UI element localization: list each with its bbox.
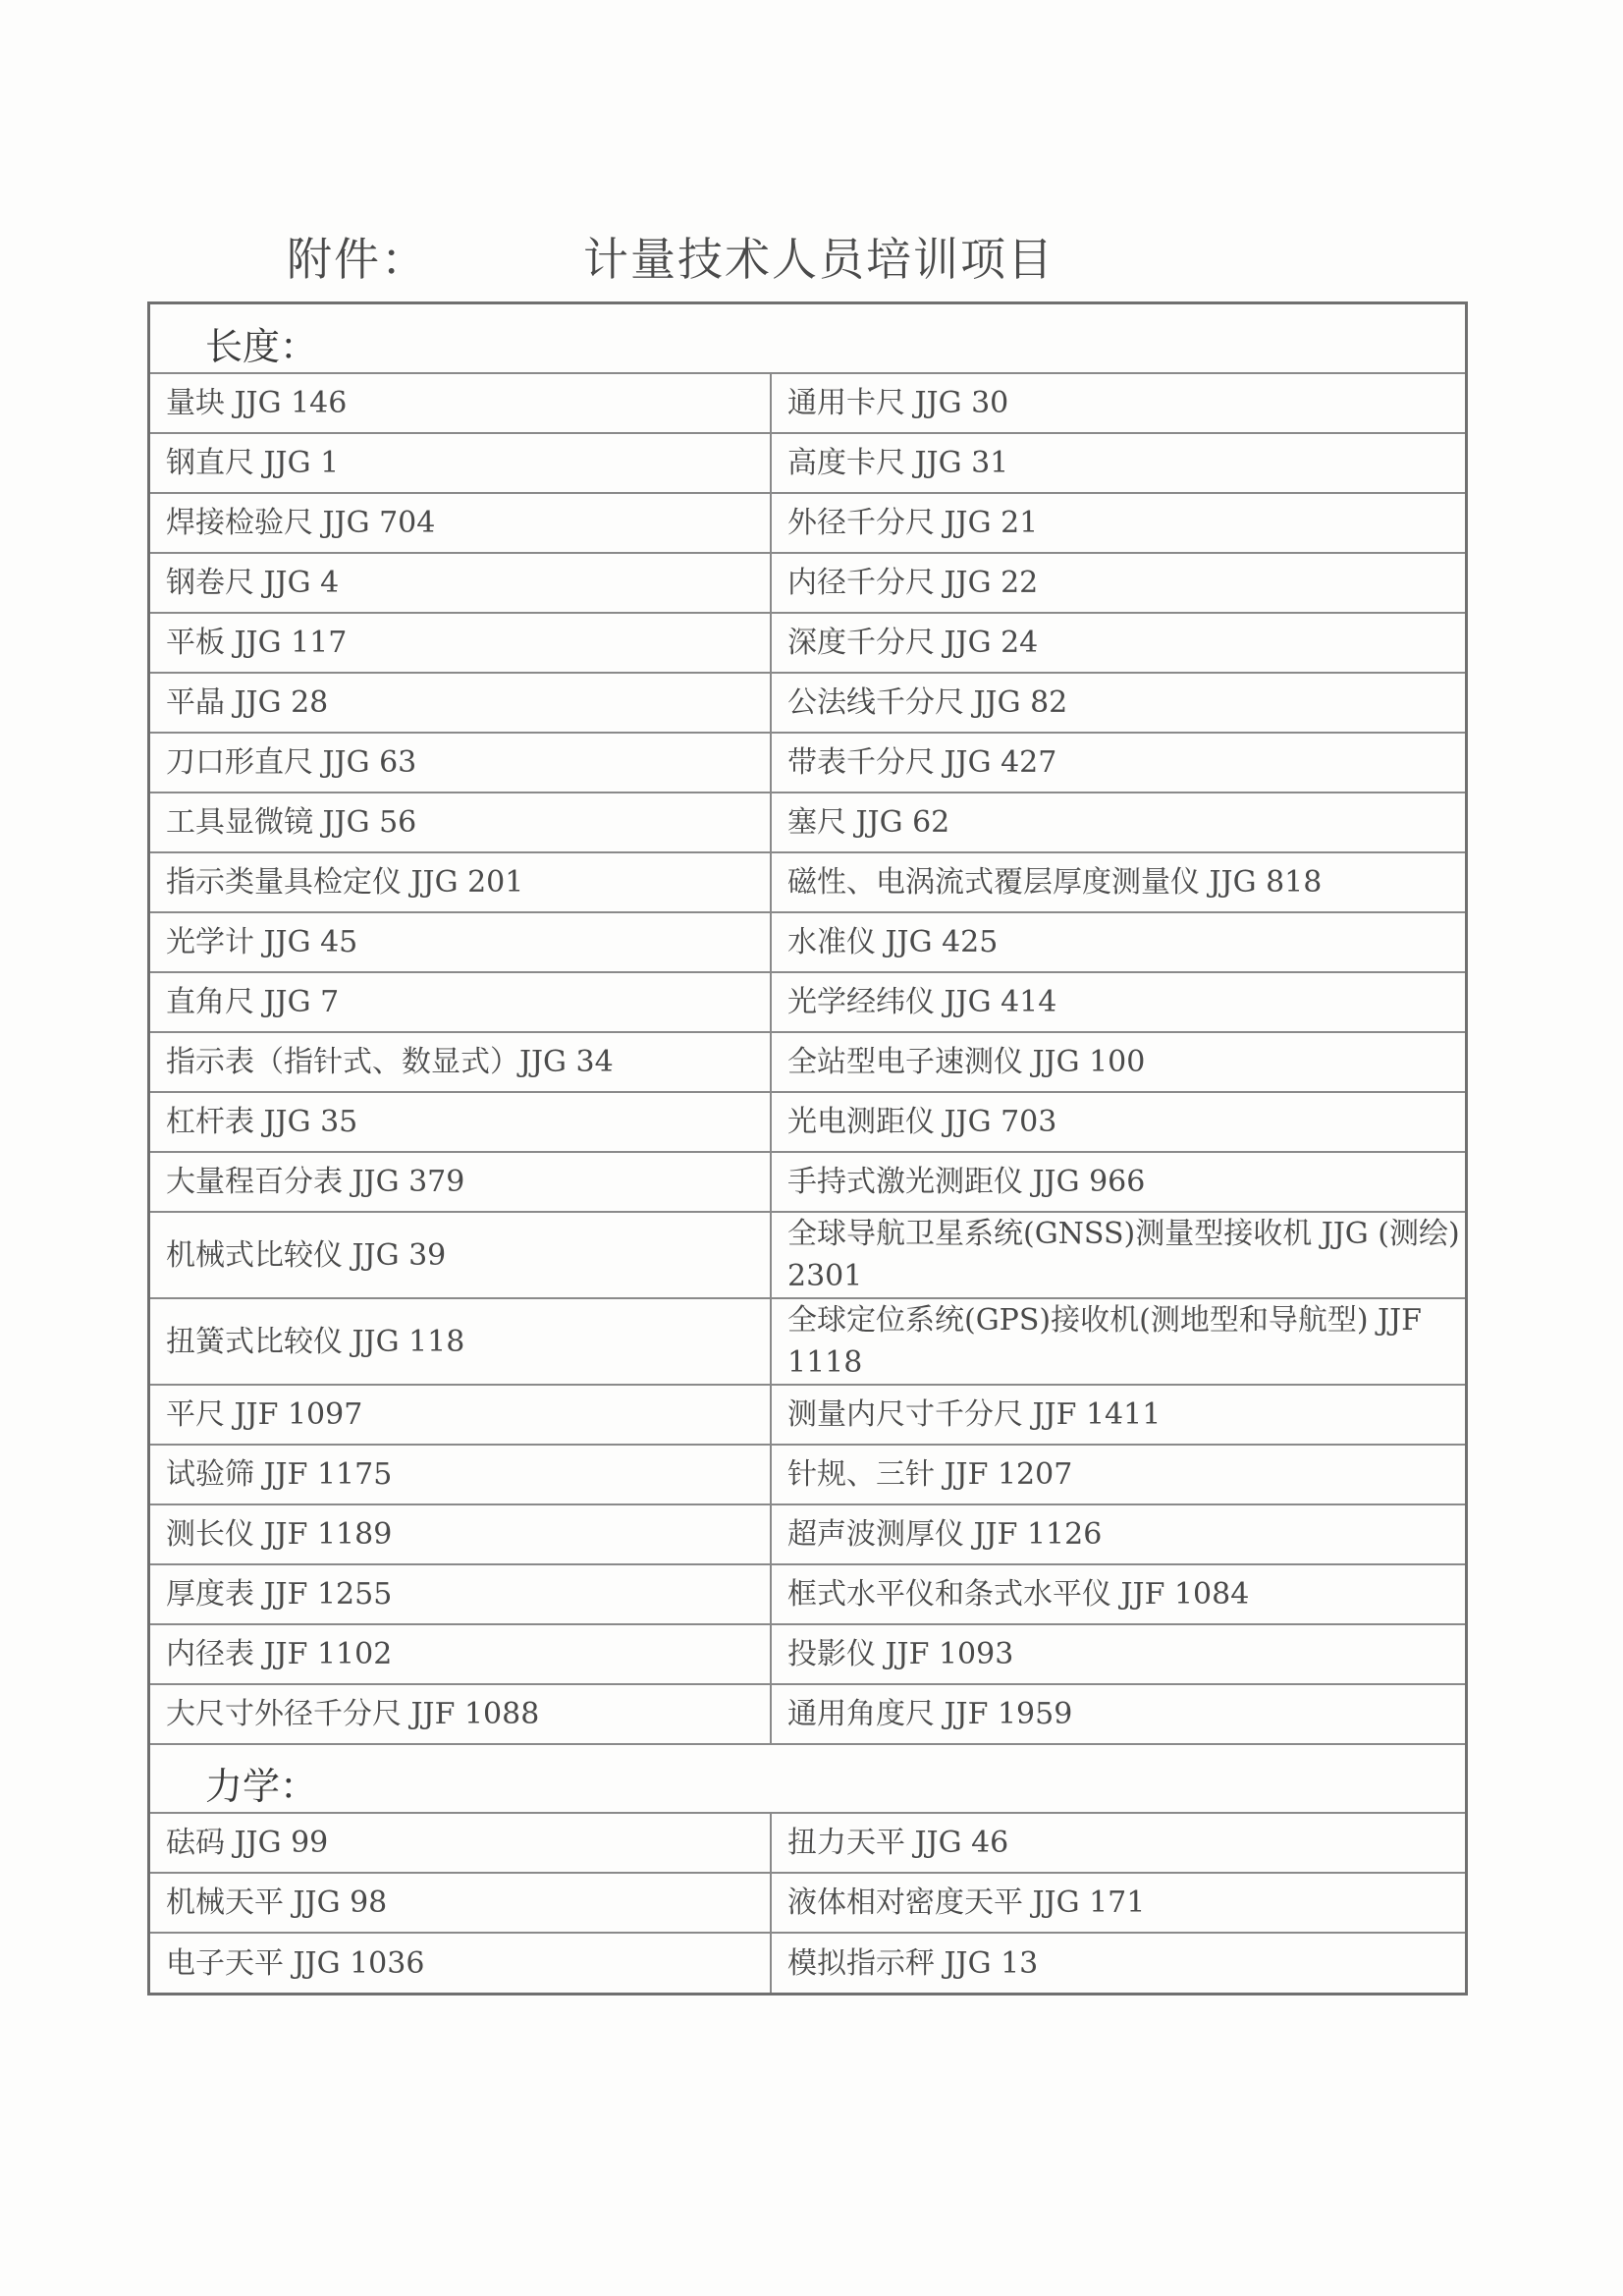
section-header-length	[150, 304, 1465, 373]
item-cell-left: 电子天平 JJG 1036	[150, 1933, 771, 1993]
item-cell-left: 砝码 JJG 99	[150, 1813, 771, 1873]
table-row	[150, 1152, 1465, 1212]
table-row	[150, 1385, 1465, 1445]
item-cell-right: 高度卡尺 JJG 31	[771, 433, 1465, 493]
item-cell-left: 杠杆表 JJG 35	[150, 1092, 771, 1152]
item-cell-right: 全站型电子速测仪 JJG 100	[771, 1032, 1465, 1092]
table-row	[150, 1032, 1465, 1092]
item-cell-left: 焊接检验尺 JJG 704	[150, 493, 771, 553]
item-cell-right: 超声波测厚仪 JJF 1126	[771, 1504, 1465, 1564]
table-row	[150, 1564, 1465, 1624]
item-cell-right: 光学经纬仪 JJG 414	[771, 972, 1465, 1032]
item-cell-right: 带表千分尺 JJG 427	[771, 733, 1465, 793]
item-cell-left: 刀口形直尺 JJG 63	[150, 733, 771, 793]
item-cell-left: 大量程百分表 JJG 379	[150, 1152, 771, 1212]
item-cell-right: 光电测距仪 JJG 703	[771, 1092, 1465, 1152]
table-row	[150, 493, 1465, 553]
section-heading-length: 长度：	[150, 304, 1465, 373]
table-row	[150, 733, 1465, 793]
item-cell-left: 指示类量具检定仪 JJG 201	[150, 852, 771, 912]
table-row	[150, 793, 1465, 852]
title-line	[0, 224, 1623, 302]
table-row	[150, 1684, 1465, 1744]
item-cell-right: 通用卡尺 JJG 30	[771, 373, 1465, 433]
item-cell-right: 全球导航卫星系统(GNSS)测量型接收机 JJG (测绘) 2301	[771, 1212, 1465, 1298]
item-cell-right: 液体相对密度天平 JJG 171	[771, 1873, 1465, 1933]
item-cell-right: 针规、三针 JJF 1207	[771, 1445, 1465, 1504]
item-cell-left: 工具显微镜 JJG 56	[150, 793, 771, 852]
item-cell-right: 外径千分尺 JJG 21	[771, 493, 1465, 553]
section-header-mechanics	[150, 1744, 1465, 1813]
item-cell-right: 手持式激光测距仪 JJG 966	[771, 1152, 1465, 1212]
item-cell-left: 量块 JJG 146	[150, 373, 771, 433]
table-row	[150, 1504, 1465, 1564]
table-row	[150, 852, 1465, 912]
table-row	[150, 972, 1465, 1032]
item-cell-left: 机械天平 JJG 98	[150, 1873, 771, 1933]
training-items-table	[147, 301, 1468, 1995]
item-cell-right: 公法线千分尺 JJG 82	[771, 673, 1465, 733]
table-row	[150, 1445, 1465, 1504]
item-cell-left: 内径表 JJF 1102	[150, 1624, 771, 1684]
item-cell-right: 深度千分尺 JJG 24	[771, 613, 1465, 673]
item-cell-right: 水准仪 JJG 425	[771, 912, 1465, 972]
table-row	[150, 1873, 1465, 1933]
item-cell-left: 测长仪 JJF 1189	[150, 1504, 771, 1564]
table-row	[150, 1298, 1465, 1385]
section-heading-mechanics: 力学：	[150, 1744, 1465, 1813]
document-title: 计量技术人员培训项目	[583, 233, 1055, 286]
item-cell-left: 大尺寸外径千分尺 JJF 1088	[150, 1684, 771, 1744]
item-cell-right: 投影仪 JJF 1093	[771, 1624, 1465, 1684]
table-row	[150, 1813, 1465, 1873]
item-cell-right: 磁性、电涡流式覆层厚度测量仪 JJG 818	[771, 852, 1465, 912]
attachment-label: 附件：	[287, 233, 428, 286]
item-cell-right: 通用角度尺 JJF 1959	[771, 1684, 1465, 1744]
item-cell-left: 钢卷尺 JJG 4	[150, 553, 771, 613]
item-cell-left: 厚度表 JJF 1255	[150, 1564, 771, 1624]
table-row	[150, 1092, 1465, 1152]
item-cell-right: 框式水平仪和条式水平仪 JJF 1084	[771, 1564, 1465, 1624]
table-row	[150, 1624, 1465, 1684]
item-cell-left: 平板 JJG 117	[150, 613, 771, 673]
item-cell-left: 指示表（指针式、数显式）JJG 34	[150, 1032, 771, 1092]
item-cell-right: 模拟指示秤 JJG 13	[771, 1933, 1465, 1993]
table-row	[150, 373, 1465, 433]
item-cell-left: 扭簧式比较仪 JJG 118	[150, 1298, 771, 1385]
item-cell-right: 扭力天平 JJG 46	[771, 1813, 1465, 1873]
table-row	[150, 1933, 1465, 1993]
table-row	[150, 613, 1465, 673]
item-cell-right: 内径千分尺 JJG 22	[771, 553, 1465, 613]
table-row	[150, 433, 1465, 493]
item-cell-right: 测量内尺寸千分尺 JJF 1411	[771, 1385, 1465, 1445]
table-row	[150, 912, 1465, 972]
item-cell-left: 钢直尺 JJG 1	[150, 433, 771, 493]
item-cell-right: 塞尺 JJG 62	[771, 793, 1465, 852]
item-cell-left: 平晶 JJG 28	[150, 673, 771, 733]
item-cell-left: 机械式比较仪 JJG 39	[150, 1212, 771, 1298]
item-cell-left: 试验筛 JJF 1175	[150, 1445, 771, 1504]
item-cell-left: 平尺 JJF 1097	[150, 1385, 771, 1445]
table-row	[150, 673, 1465, 733]
table-row	[150, 553, 1465, 613]
item-cell-right: 全球定位系统(GPS)接收机(测地型和导航型) JJF 1118	[771, 1298, 1465, 1385]
item-cell-left: 直角尺 JJG 7	[150, 972, 771, 1032]
item-cell-left: 光学计 JJG 45	[150, 912, 771, 972]
table-row	[150, 1212, 1465, 1298]
